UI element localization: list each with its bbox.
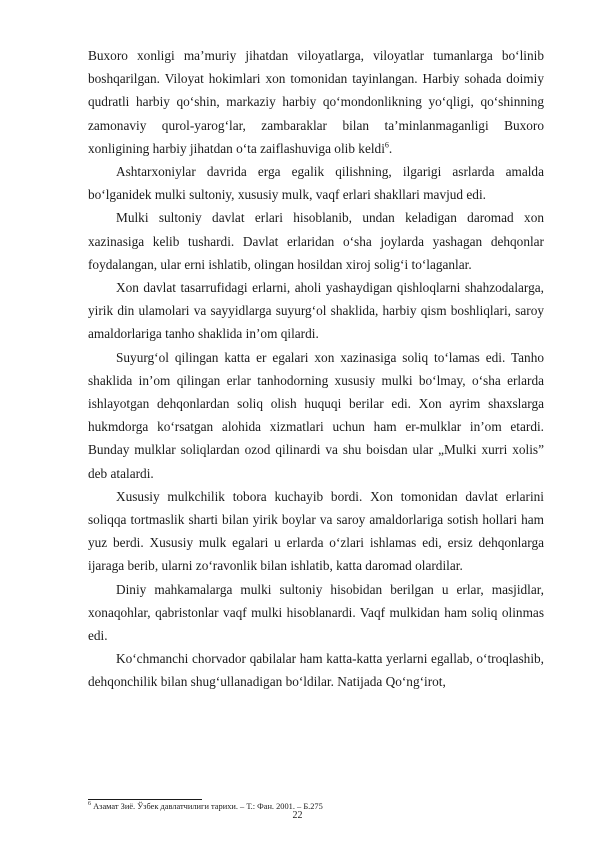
paragraph-6: Xususiy mulkchilik tobora kuchayib bordi. Xon tomonidan davlat erlarini soliqqa tortmaslik sharti bilan yirik boylar va saroy amaldorlariga sotish hollari ham yuz berdi. Xususiy mulk egalari u erlarda o‘zlari ishlamas edi, ersiz dehqonlarga ijaraga berib, ularni zo‘ravonlik bilan ishlatib, katta daromad olardilar. [88,488,544,574]
paragraph-7: Diniy mahkamalarga mulki sultoniy hisobidan berilgan u erlar, masjidlar, xonaqohlar, qabristonlar vaqf mulki hisoblanardi. Vaqf mulkidan ham soliq olinmas edi. [88,581,544,644]
page-number: 22 [292,810,303,821]
paragraph-8: Ko‘chmanchi chorvador qabilalar ham katta-katta yerlarni egallab, o‘troqlashib, dehqonchilik bilan shug‘ullanadigan bo‘ldilar. Natijada Qo‘ng‘irot, [88,651,544,690]
paragraph-2: Ashtarxoniylar davrida erga egalik qilishning, ilgarigi asrlarda amalda bo‘lganidek mulki sultoniy, xususiy mulk, vaqf erlari shakllari mavjud edi. [88,164,544,203]
footnote-text: Азамат Зиё. Ўзбек давлатчилиги тарихи. – Т.: Фан. 2001. – Б.275 [91,802,323,811]
footnote-number: 6 [88,801,91,808]
paragraph-4: Xon davlat tasarrufidagi erlarni, aholi yashaydigan qishloqlarni shahzodalarga, yirik din ulamolari va sayyidlarga suyurg‘ol shaklida, harbiy qism boshliqlari, saroy amaldorlariga tanho shaklida in’om qilardi. [88,280,544,342]
paragraph-1 [88,44,544,160]
footnote-divider [88,799,202,800]
footnote-reference[interactable]: 6 [384,140,389,150]
paragraph-1-end: . [388,140,393,156]
document-body [88,44,544,694]
paragraph-1-text: Buxoro xonligi ma’muriy jihatdan viloyatlarga, viloyatlar tumanlarga bo‘linib boshqarilgan. Viloyat hokimlari xon tomonidan tayinlangan. Harbiy sohada doimiy qudratli harbiy qo‘shin, markaziy harbiy qo‘mondonlikning yo‘qligi, qo‘shinning zamonaviy qurol-yarog‘lar, zambaraklar bilan ta’minlanmaganligi Buxoro xonligining harbiy jihatdan o‘ta zaiflashuviga olib keldi [88,48,544,156]
paragraph-3: Mulki sultoniy davlat erlari hisoblanib, undan keladigan daromad xon xazinasiga kelib tushardi. Davlat erlaridan o‘sha joylarda yashagan dehqonlar foydalangan, ular erni ishlatib, olingan hosildan xiroj solig‘i to‘laganlar. [88,210,544,272]
paragraph-5: Suyurg‘ol qilingan katta er egalari xon xazinasiga soliq to‘lamas edi. Tanho shaklida in’om qilingan erlar tanhodorning xususiy mulki bo‘lmay, o‘sha erlarda ishlayotgan dehqonlardan soliq olish huquqi berilar edi. Xon ayrim shaxslarga hukmdorga ko‘rsatgan alohida xizmatlari uchun ham er-mulklar in’om etardi. Bunday mulklar soliqlardan ozod qilinardi va shu boisdan ular „Mulki xurri xolis” deb atalardi. [88,349,544,481]
